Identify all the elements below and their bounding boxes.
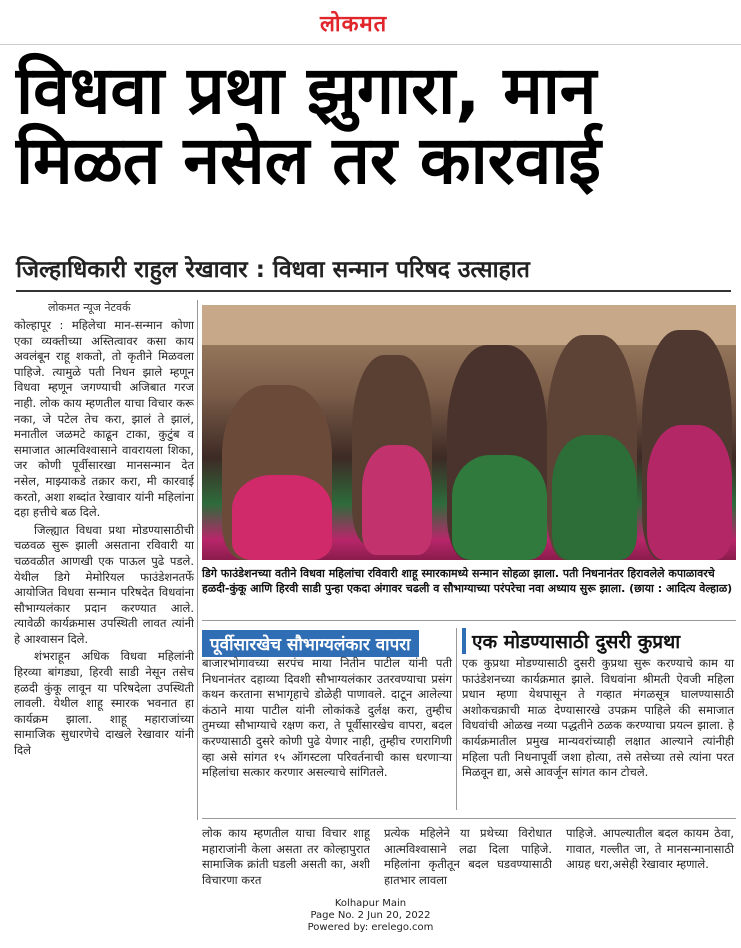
lokmat-logo: लोकमत <box>320 11 388 37</box>
masthead <box>0 0 741 45</box>
paragraph: शंभराहून अधिक विधवा महिलांनी हिरव्या बांगड्या, हिरवी साडी नेसून तसेच हळदी कुंकू लावून या परिषदेला उपस्थिती लावली. येथील शाहू स्मारक भवनात हा कार्यक्रम झाला. शाहू महाराजांच्या सामाजिक सुधारणेचे दाखले रेखावार यांनी दिले <box>14 649 194 758</box>
footer-page: Page No. 2 Jun 20, 2022 <box>310 910 431 921</box>
bottom-column-3: पाहिजे. आपल्यातील बदल कायम ठेवा, गावात, गल्लीत जा, ते मानसन्मानासाठी आग्रह धरा,असेही रेखावार म्हणाले. <box>566 826 734 872</box>
footer <box>0 898 741 934</box>
box2-heading: एक मोडण्यासाठी दुसरी कुप्रथा <box>462 628 680 654</box>
paragraph: जिल्ह्यात विधवा प्रथा मोडण्यासाठीची चळवळ सुरू झाली असताना रविवारी या चळवळीत आणखी एक पाऊल पुढे पडले. येथील डिगे मेमोरियल फाउंडेशनतर्फे आयोजित विधवा सन्मान परिषदेत विधवांना सौभाग्यलंकार प्रदान करण्यात आले. त्यावेळी कार्यक्रमास उपस्थिती लावत त्यांनी हे आश्वासन दिले. <box>14 522 194 646</box>
column-divider <box>197 300 198 820</box>
section-divider <box>202 620 736 621</box>
box1-heading: पूर्वीसारखेच सौभाग्यलंकार वापरा <box>202 630 419 657</box>
bottom-divider <box>202 818 736 819</box>
subheadline: जिल्हाधिकारी राहुल रेखावार : विधवा सन्मान परिषद उत्साहात <box>16 252 731 292</box>
box-divider <box>456 628 457 810</box>
headline: विधवा प्रथा झुगारा, मान मिळत नसेल तर कारवाई <box>16 52 601 199</box>
bottom-column-2: प्रत्येक महिलेने या प्रथेच्या विरोधात आत्मविश्वासाने लढा दिला पाहिजे. महिलांना कृतीतून बदल घडवण्यासाठी हातभार लावला <box>384 826 552 887</box>
paragraph: कोल्हापूर : महिलेचा मान-सन्मान कोणा एका व्यक्तीच्या अस्तित्वावर कसा काय अवलंबून राहू शकतो, तो कृतीने मिळवला पाहिजे. त्यामुळे पती निधन झाले म्हणून विधवा म्हणून जगण्याची अजिबात गरज नाही. लोक काय म्हणतील याचा विचार करू नका, जे पटेल तेच करा, झालं ते झालं, मनातील जळमटे काढून टाका, कुटुंब व समाजात आत्मविश्वासाने वावरायला शिका, जर कोणी पूर्वीसारखा मानसन्मान देत नसेल, माझ्याकडे तक्रार करा, मी कारवाई करतो, अशा शब्दांत रेखावार यांनी महिलांना दहा हत्तीचे बळ दिले. <box>14 318 194 520</box>
event-photo <box>202 305 736 560</box>
footer-edition: Kolhapur Main <box>334 898 407 909</box>
photo-caption: डिगे फाउंडेशनच्या वतीने विधवा महिलांचा रविवारी शाहू स्मारकामध्ये सन्मान सोहळा झाला. पती निधनानंतर हिरावलेले कपाळावरचे हळदी-कुंकू आणि हिरवी साडी पुन्हा एकदा अंगावर चढली व सौभाग्याच्या परंपरेचा नवा अध्याय सुरू झाला. (छाया : आदित्य वेल्हाळ) <box>202 567 733 595</box>
byline: लोकमत न्यूज नेटवर्क <box>48 301 131 314</box>
box2-body: एक कुप्रथा मोडण्यासाठी दुसरी कुप्रथा सुरू करण्याचे काम या फाउंडेशनच्या कार्यक्रमात झाले. विधवांना श्रीमती ऐवजी महिला प्रधान म्हणा येथपासून ते गव्हात मंगळसूत्र घालण्यासाठी अशोकचक्राची माळ देण्यासारखे उपक्रम पाहिले की समाजात विधवांची ओळख नव्या पद्धतीने ठळक करण्याचा प्रयत्न झाला. हे कार्यक्रमातील प्रमुख मान्यवरांच्याही लक्षात आल्याने त्यांनीही महिला पती निधनापूर्वी जशा होत्या, तसे तसेच्या तसे त्यांना परत मिळवून द्या, असे आवर्जून सांगत कान टोचले. <box>462 656 734 780</box>
footer-powered-by[interactable]: Powered by: erelego.com <box>307 922 434 933</box>
box1-body: बाजारभोगावच्या सरपंच माया नितीन पाटील यांनी पती निधनानंतर दहाव्या दिवशी सौभाग्यलंकार उतरवण्याचा प्रसंग कथन करताना सभागृहाचे डोळेही पाणावले. दाटून आलेल्या कंठाने माया पाटील यांनी लोकांकडे दुर्लक्ष करा, तुम्हीच तुमच्या सौभाग्याचे रक्षण करा, ते पूर्वीसारखेच वापरा, बदल करण्यासाठी दुसरे कोणी पुढे येणार नाही, तुम्हीच रणरागिणी व्हा असे सांगत १५ ऑगस्टला परिवर्तनाची कास धरणाऱ्या महिलांचा सत्कार करणार असल्याचे सांगितले. <box>202 656 452 780</box>
bottom-column-1: लोक काय म्हणतील याचा विचार शाहू महाराजांनी केला असता तर कोल्हापुरात सामाजिक क्रांती घडली असती का, अशी विचारणा करत <box>202 826 370 887</box>
left-column <box>14 318 194 896</box>
